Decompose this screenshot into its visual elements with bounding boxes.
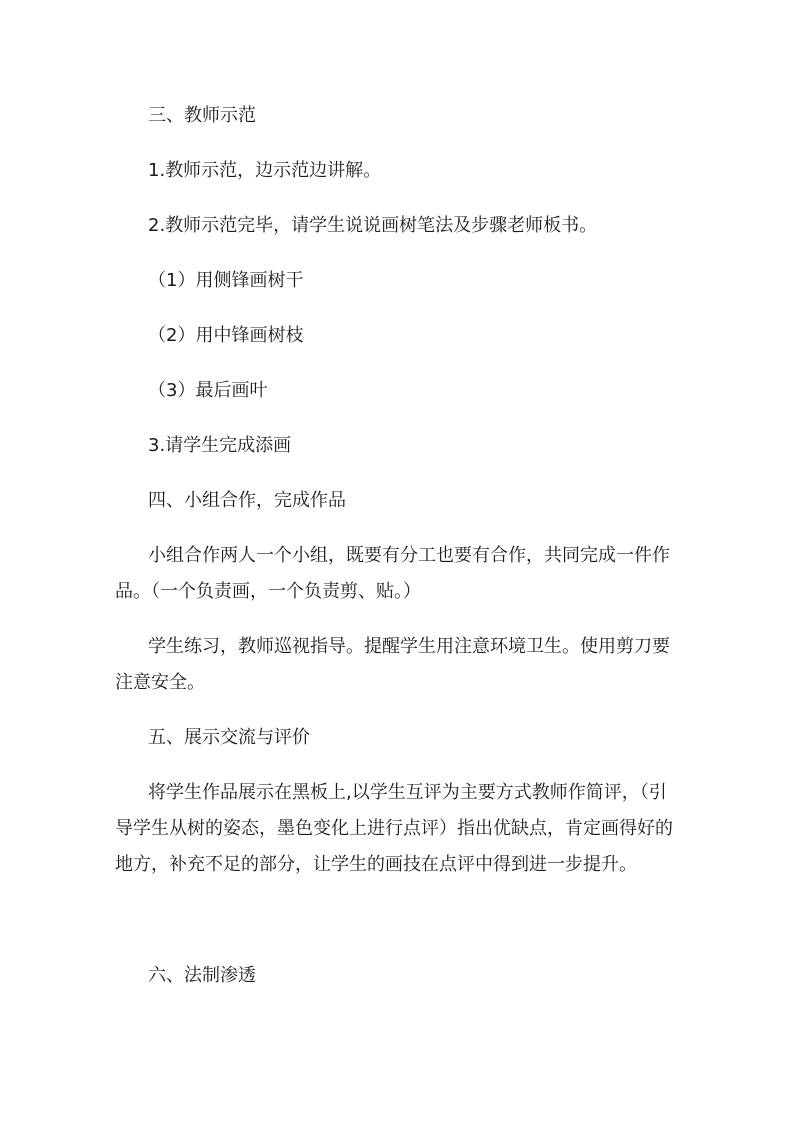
paragraph-display: 将学生作品展示在黑板上,以学生互评为主要方式教师作简评，（引导学生从树的姿态，墨色变化上进行点评）指出优缺点，肯定画得好的地方，补充不足的部分，让学生的画技在点评中得到进一步提升。 [115,782,673,875]
paragraph-item-3: 3.请学生完成添画 [148,435,292,456]
paragraph-step-3: （3）最后画叶 [148,380,268,401]
paragraph-practice: 学生练习，教师巡视指导。提醒学生用注意环境卫生。使用剪刀要注意安全。 [115,636,670,693]
paragraph-step-1: （1）用侧锋画树干 [148,270,304,291]
paragraph-step-2: （2）用中锋画树枝 [148,325,304,346]
paragraph-group-work: 小组合作两人一个小组，既要有分工也要有合作，共同完成一件作品。（一个负责画，一个负责剪、贴。） [115,545,670,602]
paragraph-item-2: 2.教师示范完毕，请学生说说画树笔法及步骤老师板书。 [148,215,598,236]
section-heading-group-work: 四、小组合作，完成作品 [148,490,346,511]
section-heading-law: 六、法制渗透 [148,965,256,986]
section-heading-teacher-demo: 三、教师示范 [148,105,256,126]
paragraph-item-1: 1.教师示范，边示范边讲解。 [148,160,382,181]
section-heading-display: 五、展示交流与评价 [148,727,310,748]
